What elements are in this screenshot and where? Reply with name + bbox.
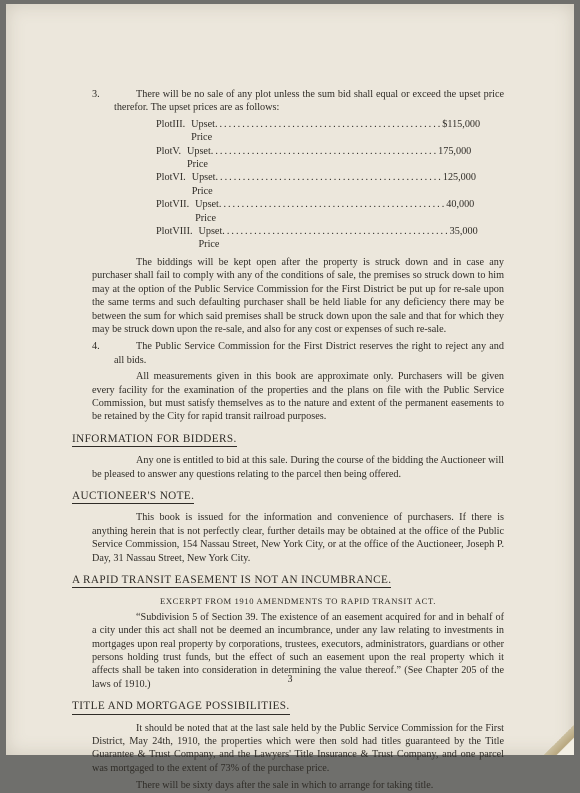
sixty-days-paragraph: There will be sixty days after the sale in which to arrange for taking title. — [136, 780, 434, 792]
document-page — [6, 4, 574, 792]
heading-wrap — [72, 565, 512, 595]
dot-leader: .................................................. — [214, 118, 443, 130]
section-3 — [92, 88, 504, 115]
price-row — [156, 225, 478, 252]
plot-word: Plot — [156, 145, 173, 157]
dot-leader: .................................................. — [215, 172, 443, 184]
plot-id: III. — [172, 118, 186, 130]
measurements-paragraph: All measurements given in this book are approximate only. Purchasers will be given every facility for the examination of the properties and the plans on file with the Public Service Commission, but must satisfy themselves as to the nature and extent of the permanent easements to be retained by the City for rapid transit railroad purposes. — [92, 371, 504, 423]
section-text: The Public Service Commission for the First District reserves the right to reject any and all bids. — [114, 341, 504, 366]
price-label: Upset Price — [191, 172, 216, 197]
price-value: 40,000 — [446, 199, 475, 211]
price-value: 125,000 — [442, 172, 476, 184]
price-label: Upset Price — [187, 145, 211, 171]
price-label: Upset Price — [195, 199, 219, 224]
title-heading: TITLE AND MORTGAGE POSSIBILITIES. — [72, 700, 290, 714]
page-content — [72, 88, 504, 793]
plot-id: VIII. — [172, 226, 193, 238]
price-row — [156, 118, 481, 145]
price-row — [156, 198, 475, 225]
info-paragraph: Any one is entitled to bid at this sale. During the course of the bidding the Auctioneer will be pleased to answer any questions relating to the parcel then being offered. — [92, 455, 504, 480]
page-number: 3 — [287, 674, 293, 685]
plot-id: VII. — [172, 199, 190, 211]
price-label: Upset Price — [198, 226, 223, 251]
plot-word: Plot — [156, 172, 173, 184]
price-row — [156, 171, 476, 198]
section-text: There will be no sale of any plot unless the sum bid shall equal or exceed the upset price therefor. The upset prices are as follows: — [114, 89, 504, 114]
heading-wrap — [72, 481, 512, 511]
plot-id: V. — [172, 145, 182, 157]
dot-leader: .................................................. — [210, 145, 439, 157]
heading-wrap — [72, 424, 512, 454]
auctioneer-paragraph: This book is issued for the information and convenience of purchasers. If there is anything herein that is not perfectly clear, further details may be obtained at the office of the Public Service Commission, 154 Nassau Street, New York City, or at the office of the Auctioneer, Joseph P. Day, 31 Nassau Street, New York City. — [92, 512, 504, 564]
dot-leader: .................................................. — [222, 226, 450, 238]
price-value: 175,000 — [438, 145, 472, 157]
info-heading: INFORMATION FOR BIDDERS. — [72, 433, 237, 447]
section-number: 3. — [92, 89, 100, 100]
section-number: 4. — [92, 341, 100, 353]
heading-wrap — [72, 691, 512, 721]
plot-word: Plot — [156, 118, 173, 130]
plot-id: VI. — [172, 172, 186, 184]
title-paragraph: It should be noted that at the last sale held by the Public Service Commission for the First District, May 24th, 1910, the properties which were then sold had titles guaranteed by the Title Guarantee & Trust Company, and the Lawyers' Title Insurance & Trust Company, and one parcel was mortgaged to the extent of 73% of the purchase price. — [92, 722, 504, 774]
price-value: $115,000 — [442, 118, 481, 130]
dot-leader: .................................................. — [218, 199, 447, 211]
page-corner-curl — [544, 725, 574, 755]
biddings-paragraph: The biddings will be kept open after the property is struck down and in case any purchaser shall fail to comply with any of the conditions of sale, the premises so struck down to him may at the option of the Public Service Commission for the First District be put up for re-sale upon the same terms and such defaulting purchaser shall be held liable for any deficiency there may be between the sum for which said premises shall be struck down upon the sale and that for which they may be struck down upon the re-sale, and also for any cost or expenses of such re-sale. — [92, 256, 504, 335]
price-value: 35,000 — [449, 226, 478, 238]
easement-heading: A RAPID TRANSIT EASEMENT IS NOT AN INCUMBRANCE. — [72, 574, 391, 588]
price-row — [156, 145, 472, 172]
upset-price-list — [156, 118, 481, 252]
plot-word: Plot — [156, 226, 173, 238]
price-label: Upset Price — [191, 118, 215, 144]
easement-paragraph: “Subdivision 5 of Section 39. The existence of an easement acquired for and in behalf of a city under this act shall not be deemed an incumbrance, under any law relating to investments in mortgages upon real property by corporations, trustees, executors, administrators, guardians or other persons holding trust funds, but the effect of such an easement upon the real property which it affects shall be taken into consideration in determining the value thereof.” (See Chapter 205 of the laws of 1910.) — [92, 611, 504, 690]
plot-word: Plot — [156, 199, 173, 211]
excerpt-caption: EXCERPT FROM 1910 AMENDMENTS TO RAPID TRANSIT ACT. — [160, 596, 436, 607]
auctioneer-heading: AUCTIONEER'S NOTE. — [72, 490, 194, 504]
section-4 — [92, 340, 504, 367]
